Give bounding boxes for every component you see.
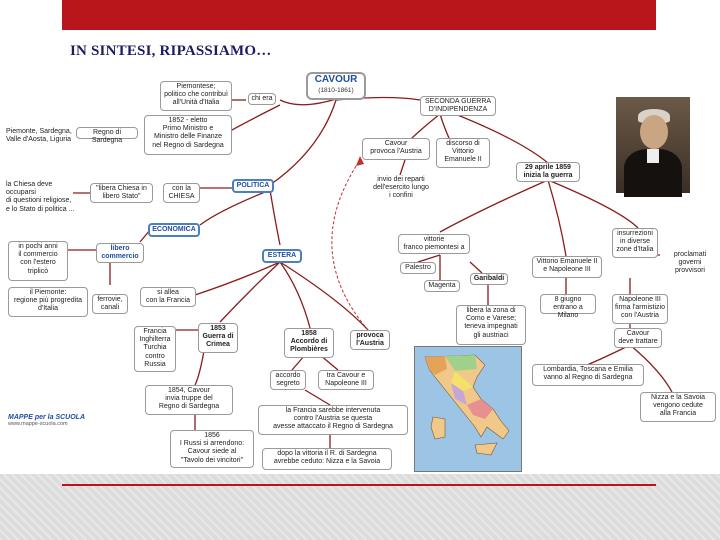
node-cavour-trattare: Cavour deve trattare [614, 328, 662, 348]
node-politica: POLITICA [232, 179, 274, 193]
node-proclamati: proclamati governi provvisori [673, 251, 707, 275]
node-libera-zona: libera la zona di Como e Varese; teneva impegnati gli austriaci [456, 305, 526, 345]
node-dopo-vittoria: dopo la vittoria il R. di Sardegna avrebbe ceduto: Nizza e la Savoia [262, 448, 392, 470]
node-guerra-crimea: 1853 Guerra di Crimea [198, 323, 238, 353]
cavour-name: CAVOUR [314, 74, 358, 85]
node-regno-sardegna: Regno di Sardegna [76, 127, 138, 139]
node-piemontese: Piemontese; politico che contribuì all'Unità d'Italia [160, 81, 232, 111]
node-insurrezioni: insurrezioni in diverse zone d'Italia [612, 228, 658, 258]
node-libero-commercio: libero commercio [96, 243, 144, 263]
logo-url: www.mappe-scuola.com [8, 421, 68, 427]
node-aprile-1859: 29 aprile 1859 inizia la guerra [516, 162, 580, 182]
node-seconda-guerra: SECONDA GUERRA D'INDIPENDENZA [420, 96, 496, 116]
node-armistizio: Napoleone III firma l'armistizio con l'Austria [612, 294, 668, 324]
node-lombardia: Lombardia, Toscana e Emilia vanno al Regno di Sardegna [532, 364, 644, 386]
node-provoca: provoca l'Austria [350, 330, 390, 350]
node-alleo-francia: si allea con la Francia [140, 287, 196, 307]
node-accordo-segreto: accordo segreto [270, 370, 306, 390]
node-francia-interviene: la Francia sarebbe intervenuta contro l'Austria se questa avesse attaccato il Regno di Sardegna [258, 405, 408, 435]
node-giugno-8: 8 giugno entrano a Milano [540, 294, 596, 314]
slide-title: IN SINTESI, RIPASSIAMO… [70, 43, 272, 59]
node-tavolo-1856: 1856 I Russi si arrendono: Cavour siede al "Tavolo dei vincitori" [170, 430, 254, 468]
node-vittorio-napoleone: Vittorio Emanuele II e Napoleone III [532, 256, 602, 278]
node-truppe-1854: 1854, Cavour invia truppe del Regno di Sardegna [145, 385, 233, 415]
logo-title: MAPPE per la SCUOLA [8, 414, 86, 421]
node-crimea-paesi: Francia Inghilterra Turchia contro Russia [134, 326, 176, 372]
node-ferrovie: ferrovie, canali [92, 294, 128, 314]
node-regioni: Piemonte, Sardegna, Valle d'Aosta, Liguria [6, 128, 72, 144]
node-plombieres: 1858 Accordo di Plombières [284, 328, 334, 358]
node-magenta: Magenta [424, 280, 460, 292]
node-garibaldi: Garibaldi [470, 273, 508, 285]
italy-map-shape [415, 347, 521, 471]
node-chi-era: chi era [248, 93, 276, 105]
node-con-chiesa: con la CHIESA [163, 183, 200, 203]
node-invio-reparti: invio dei reparti dell'esercito lungo i confini [373, 176, 429, 200]
node-piemonte-evoluta: il Piemonte: regione più progredita d'Italia [8, 287, 88, 317]
node-eletto: 1852 - eletto Primo Ministro e Ministro delle Finanze nel Regno di Sardegna [144, 115, 232, 155]
italy-map-image [414, 346, 522, 472]
cavour-node [306, 72, 366, 100]
node-estera: ESTERA [262, 249, 302, 263]
node-chiesa-note: la Chiesa deve occuparsi di questioni religiose, e lo Stato di politica ... [6, 181, 75, 213]
node-vittorie: vittorie franco piemontesi a [398, 234, 470, 254]
mappe-scuola-logo [8, 414, 104, 436]
bottom-accent-line [62, 484, 656, 486]
node-nizza-savoia: Nizza e la Savoia vengono cedute alla Francia [640, 392, 716, 422]
node-cavour-provoca: Cavour provoca l'Austria [362, 138, 430, 160]
node-libera-chiesa: "libera Chiesa in libero Stato" [90, 183, 153, 203]
node-economica: ECONOMICA [148, 223, 200, 237]
cavour-portrait [616, 97, 690, 193]
node-palestro: Palestro [400, 262, 436, 274]
node-pochi-anni: in pochi anni il commercio con l'estero triplicò [8, 241, 68, 281]
node-tra-cavour: tra Cavour e Napoleone III [318, 370, 374, 390]
cavour-dates: (1810-1861) [318, 87, 354, 94]
node-discorso: discorso di Vittorio Emanuele II [436, 138, 490, 168]
